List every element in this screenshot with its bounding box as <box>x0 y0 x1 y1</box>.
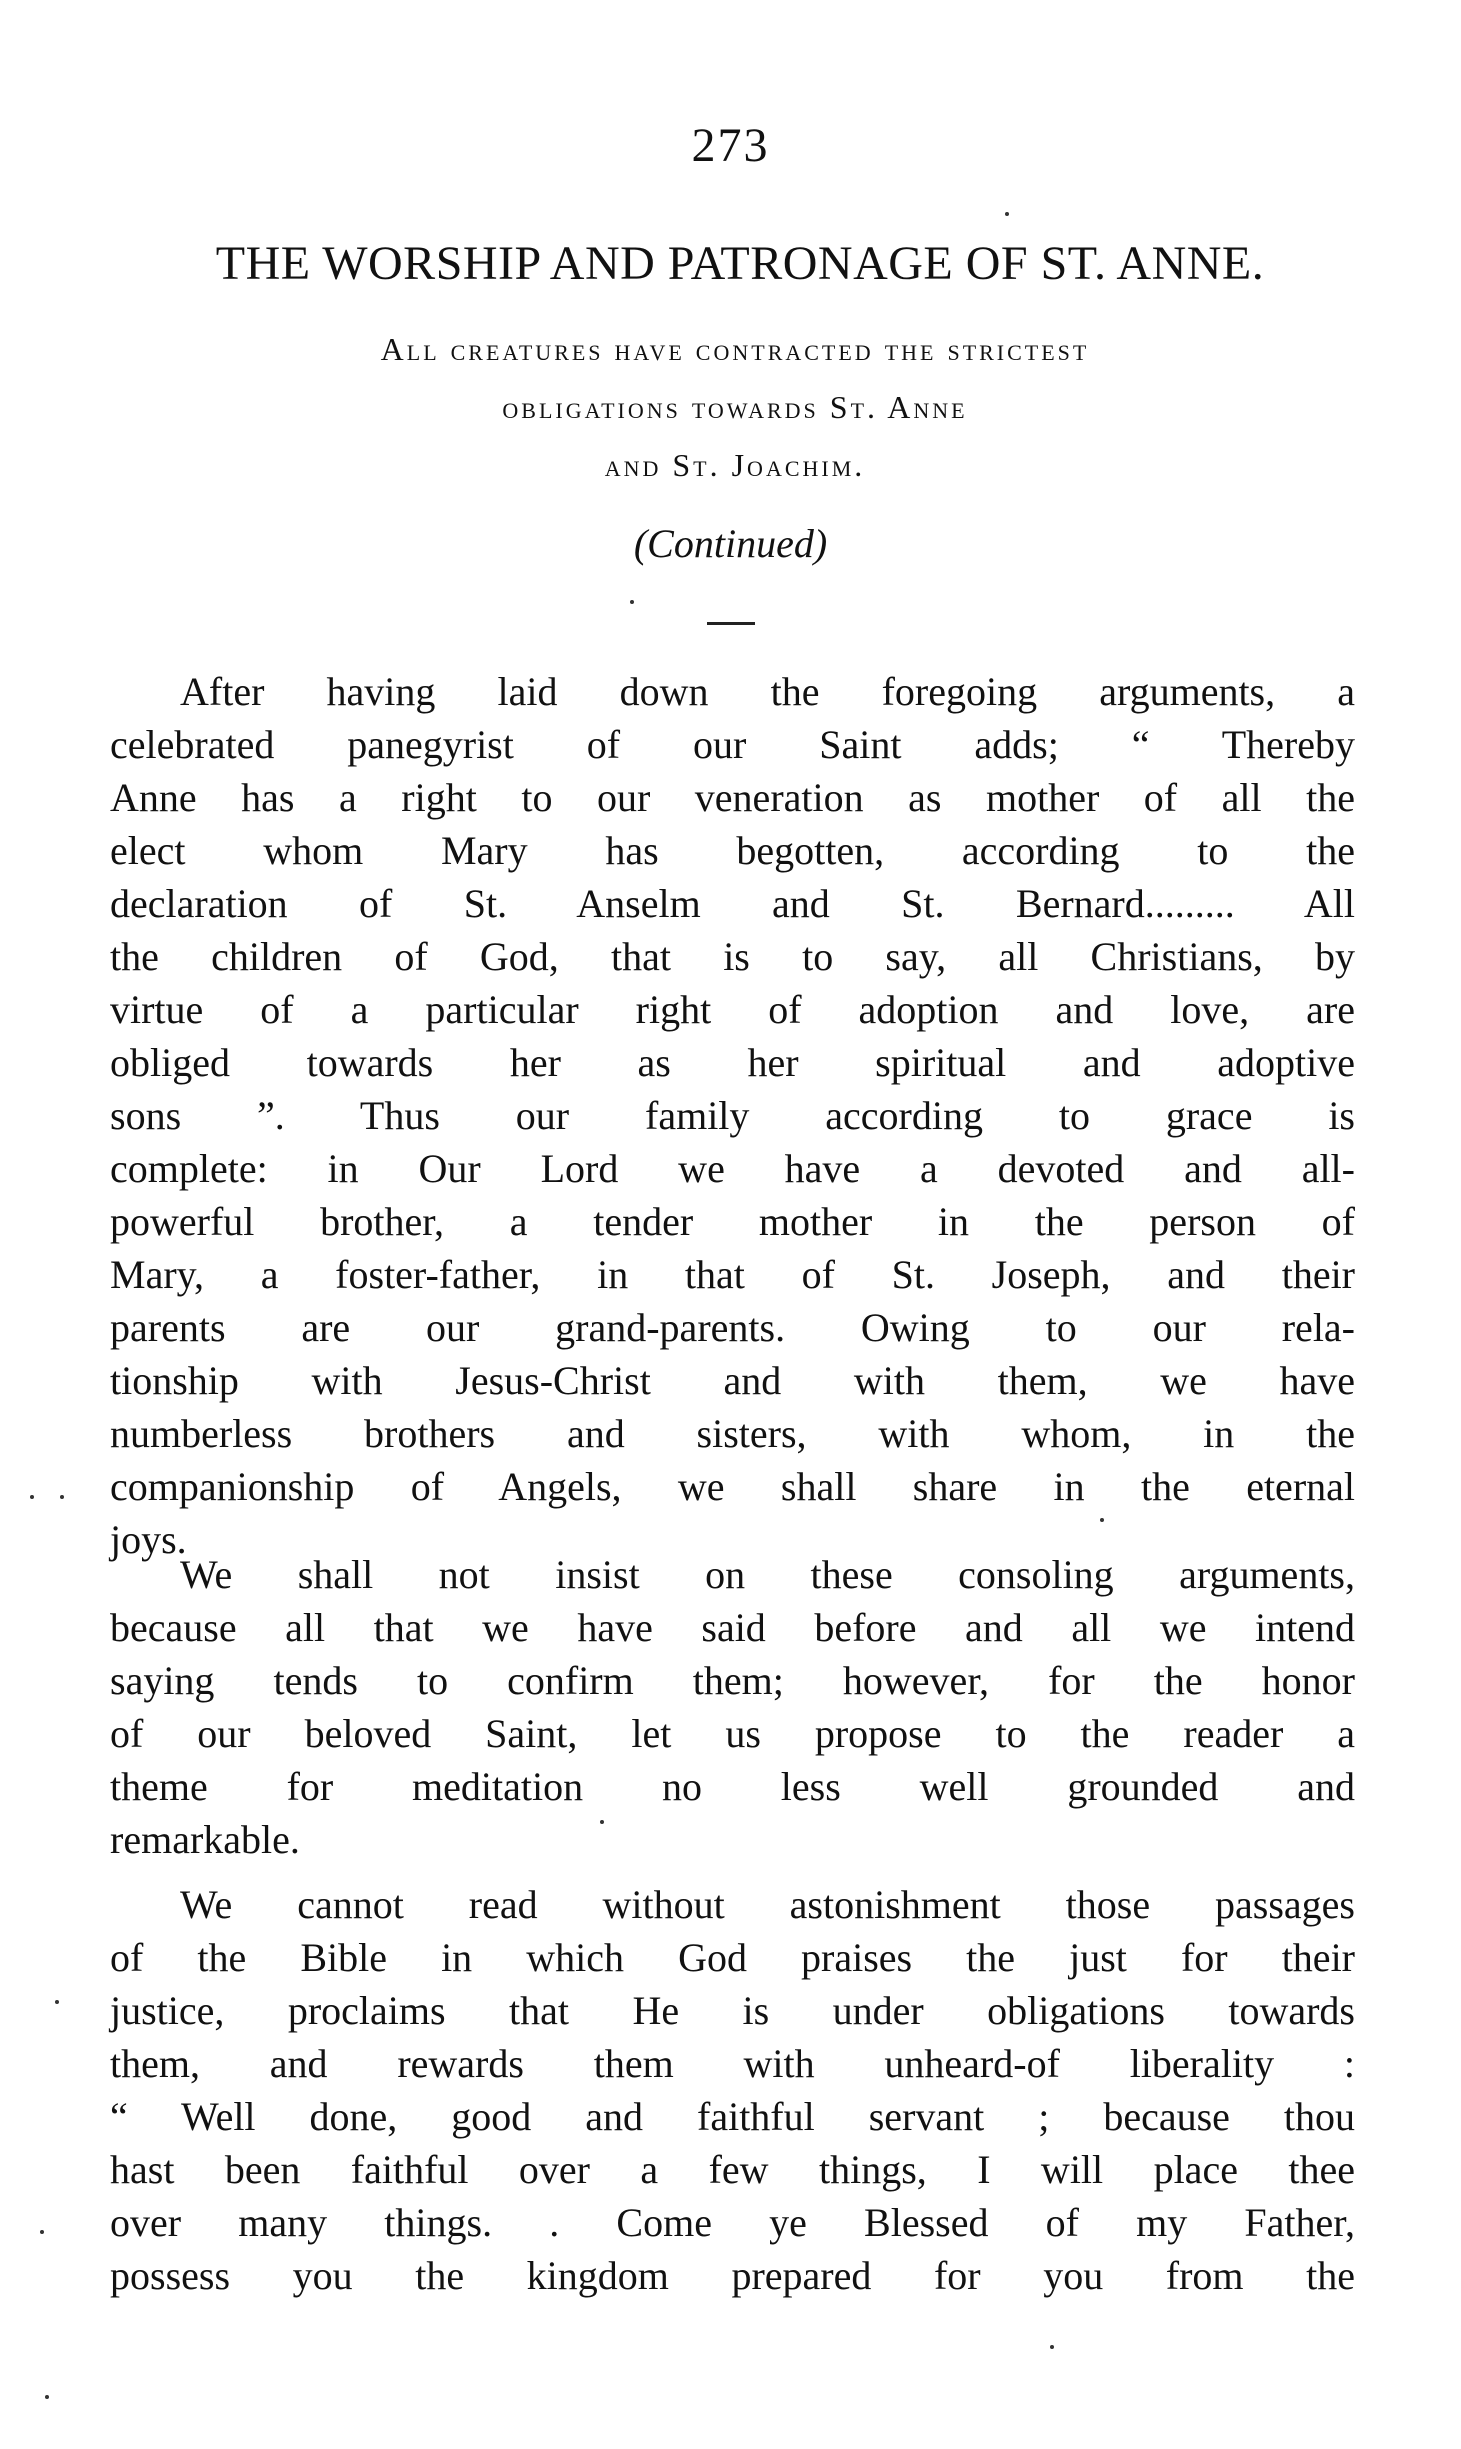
text-line: parents are our grand-parents. Owing to our rela- <box>110 1305 1355 1350</box>
text-line: because all that we have said before and all we intend <box>110 1605 1355 1650</box>
text-line: virtue of a particular right of adoption and love, are <box>110 987 1355 1032</box>
text-line: “ Well done, good and faithful servant ; because thou <box>110 2094 1355 2139</box>
text-line: tionship with Jesus-Christ and with them, we have <box>110 1358 1355 1403</box>
print-speck <box>30 1495 34 1499</box>
subtitle-line: and St. Joachim. <box>604 447 866 483</box>
text-line: the children of God, that is to say, all Christians, by <box>110 934 1355 979</box>
paragraph-2 <box>110 1548 1355 1866</box>
text-line: saying tends to confirm them; however, for the honor <box>110 1658 1355 1703</box>
subtitle-line: All creatures have contracted the strictest <box>380 331 1090 367</box>
print-speck <box>630 600 634 604</box>
print-speck <box>55 2000 59 2004</box>
section-divider <box>707 622 755 625</box>
print-speck <box>1100 1518 1104 1522</box>
paragraph-3 <box>110 1878 1355 2302</box>
print-speck <box>60 1495 64 1499</box>
text-line: them, and rewards them with unheard-of liberality : <box>110 2041 1355 2086</box>
text-line: obliged towards her as her spiritual and adoptive <box>110 1040 1355 1085</box>
text-line: After having laid down the foregoing arguments, a <box>180 669 1355 714</box>
text-line: hast been faithful over a few things, I will place thee <box>110 2147 1355 2192</box>
print-speck <box>1005 212 1009 216</box>
text-line: We shall not insist on these consoling arguments, <box>180 1552 1355 1597</box>
text-line: Anne has a right to our veneration as mother of all the <box>110 775 1355 820</box>
text-line: elect whom Mary has begotten, according to the <box>110 828 1355 873</box>
text-line: numberless brothers and sisters, with whom, in the <box>110 1411 1355 1456</box>
print-speck <box>600 1820 604 1824</box>
text-line: powerful brother, a tender mother in the person of <box>110 1199 1355 1244</box>
text-line: remarkable. <box>110 1817 300 1862</box>
text-line: of the Bible in which God praises the just for their <box>110 1935 1355 1980</box>
text-line: complete: in Our Lord we have a devoted and all- <box>110 1146 1355 1191</box>
text-line: justice, proclaims that He is under obligations towards <box>110 1988 1355 2033</box>
text-line: sons ”. Thus our family according to grace is <box>110 1093 1355 1138</box>
text-line: of our beloved Saint, let us propose to the reader a <box>110 1711 1355 1756</box>
page-number: 273 <box>691 119 770 172</box>
chapter-title: THE WORSHIP AND PATRONAGE OF ST. ANNE. <box>215 237 1265 290</box>
text-line: over many things. . Come ye Blessed of my Father, <box>110 2200 1355 2245</box>
text-line: possess you the kingdom prepared for you from the <box>110 2253 1355 2298</box>
text-line: Mary, a foster-father, in that of St. Joseph, and their <box>110 1252 1355 1297</box>
continued-label: (Continued) <box>633 521 828 566</box>
text-line: companionship of Angels, we shall share in the eternal <box>110 1464 1355 1509</box>
print-speck <box>1050 2345 1054 2349</box>
paragraph-1 <box>110 665 1355 1566</box>
subtitle-line: obligations towards St. Anne <box>502 389 968 425</box>
text-line: declaration of St. Anselm and St. Bernard......... All <box>110 881 1355 926</box>
text-line: theme for meditation no less well grounded and <box>110 1764 1355 1809</box>
chapter-subtitle <box>150 320 1320 494</box>
text-line: joys. <box>110 1517 187 1562</box>
print-speck <box>40 2230 44 2234</box>
text-line: We cannot read without astonishment those passages <box>180 1882 1355 1927</box>
print-speck <box>45 2395 49 2399</box>
text-line: celebrated panegyrist of our Saint adds; “ Thereby <box>110 722 1355 767</box>
